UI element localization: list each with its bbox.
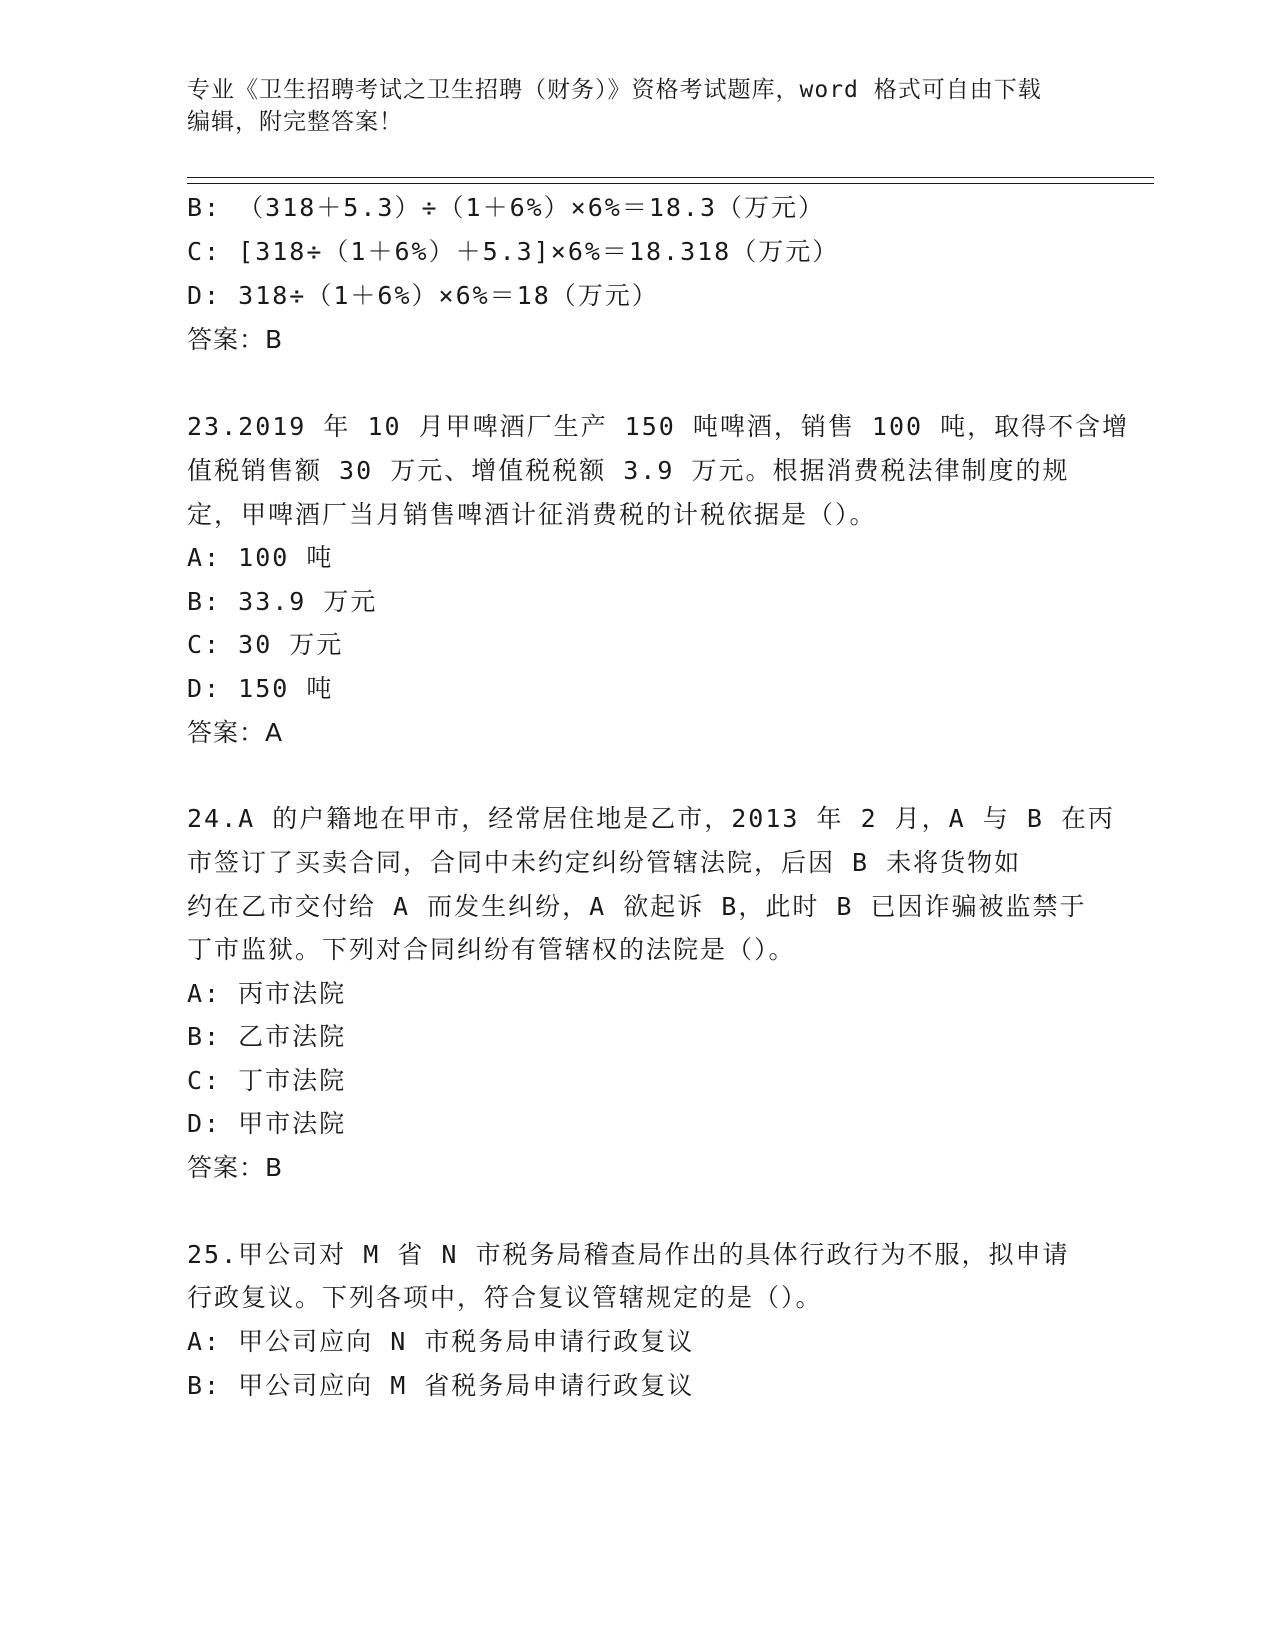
q24-option-b: B: 乙市法院	[187, 1022, 347, 1051]
header-line-1: 专业《卫生招聘考试之卫生招聘（财务）》资格考试题库，word 格式可自由下载	[187, 77, 1042, 103]
q24-stem-line-3: 约在乙市交付给 A 而发生纠纷，A 欲起诉 B，此时 B 已因诈骗被监禁于	[187, 892, 1087, 921]
q24-answer: 答案：B	[187, 1153, 284, 1182]
q24-option-a: A: 丙市法院	[187, 979, 347, 1008]
q25-stem-line-1: 25.甲公司对 M 省 N 市税务局稽查局作出的具体行政行为不服，拟申请	[187, 1240, 1070, 1269]
q23-option-b: B: 33.9 万元	[187, 587, 378, 616]
q24-stem-line-2: 市签订了买卖合同，合同中未约定纠纷管辖法院，后因 B 未将货物如	[187, 848, 1022, 877]
q25-option-b: B: 甲公司应向 M 省税务局申请行政复议	[187, 1371, 695, 1400]
q25-option-a: A: 甲公司应向 N 市税务局申请行政复议	[187, 1327, 695, 1356]
q24-option-d: D: 甲市法院	[187, 1109, 347, 1138]
q23-option-d: D: 150 吨	[187, 674, 334, 703]
q23-stem-line-2: 值税销售额 30 万元、增值税税额 3.9 万元。根据消费税法律制度的规	[187, 456, 1070, 485]
q24-stem-line-1: 24.A 的户籍地在甲市，经常居住地是乙市，2013 年 2 月，A 与 B 在丙	[187, 804, 1115, 833]
q22-option-d: D: 318÷（1＋6%）×6%＝18（万元）	[187, 281, 659, 310]
q22-answer: 答案：B	[187, 325, 284, 354]
q25-stem-line-2: 行政复议。下列各项中，符合复议管辖规定的是（）。	[187, 1283, 823, 1312]
q23-option-c: C: 30 万元	[187, 630, 344, 659]
q24-stem-line-4: 丁市监狱。下列对合同纠纷有管辖权的法院是（）。	[187, 935, 796, 964]
q22-option-c: C: [318÷（1＋6%）＋5.3]×6%＝18.318（万元）	[187, 237, 840, 266]
q23-option-a: A: 100 吨	[187, 543, 334, 572]
q24-option-c: C: 丁市法院	[187, 1066, 347, 1095]
document-header	[187, 74, 1087, 138]
q22-option-b: B: （318＋5.3）÷（1＋6%）×6%＝18.3（万元）	[187, 193, 826, 222]
q23-stem-line-3: 定，甲啤酒厂当月销售啤酒计征消费税的计税依据是（）。	[187, 500, 877, 529]
q23-answer: 答案：A	[187, 718, 284, 747]
header-divider	[187, 177, 1154, 184]
header-line-2: 编辑，附完整答案！	[187, 109, 403, 135]
q23-stem-line-1: 23.2019 年 10 月甲啤酒厂生产 150 吨啤酒，销售 100 吨，取得不含增	[187, 412, 1130, 441]
